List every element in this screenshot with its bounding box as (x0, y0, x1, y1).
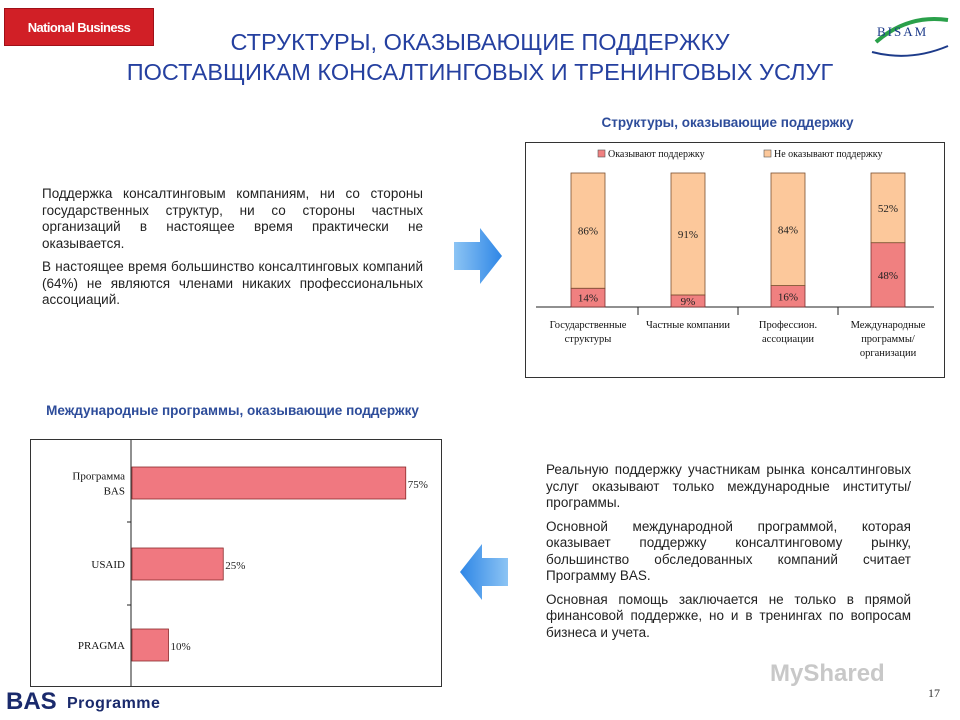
hcategory-label-1-0: USAID (91, 559, 125, 571)
page-title-line1: СТРУКТУРЫ, ОКАЗЫВАЮЩИЕ ПОДДЕРЖКУ (230, 29, 730, 55)
legend-swatch-support (598, 150, 605, 157)
national-business-logo: National Business (4, 8, 154, 46)
right-paragraph-2: Основной международной программой, которая оказывает поддержку консалтинговому рынку, большинство обследованных компаний считает Программу BAS. (546, 518, 911, 583)
category-label-2-0: Профессион. (758, 320, 818, 331)
label-support-2: 16% (777, 291, 799, 304)
category-label-3-2: организации (859, 348, 917, 359)
page-number: 17 (928, 686, 940, 700)
left-text-block (42, 186, 423, 316)
right-paragraph-3: Основная помощь заключается не только в прямой финансовой поддержке, но и в тренингах по вопросам бизнеса и учета. (546, 591, 911, 640)
left-paragraph-2: В настоящее время большинство консалтинговых компаний (64%) не являются членами никаких профессиональных ассоциаций. (42, 259, 423, 307)
hcategory-label-2-0: PRAGMA (77, 640, 125, 652)
category-label-2-1: ассоциации (762, 334, 814, 345)
chart2-panel (30, 439, 442, 687)
label-no-support-2: 84% (777, 224, 799, 237)
hbar-1 (132, 548, 223, 580)
page-title (40, 27, 920, 87)
hbar-label-0: 75% (407, 479, 428, 491)
chart1-panel (525, 142, 945, 378)
hbar-label-1: 25% (225, 560, 246, 572)
page-title-line2: ПОСТАВЩИКАМ КОНСАЛТИНГОВЫХ И ТРЕНИНГОВЫХ УСЛУГ (126, 59, 834, 85)
left-paragraph-1: Поддержка консалтинговым компаниям, ни со стороны государственных структур, ни со стороны частных организаций в настоящее время практически не оказывается. (42, 186, 423, 251)
hbar-0 (132, 467, 406, 499)
arrow-left-icon (458, 542, 510, 602)
chart2-svg (31, 440, 441, 686)
label-no-support-0: 86% (577, 225, 599, 238)
bas-logo: BAS (6, 688, 57, 715)
legend-label-no-support: Не оказывают поддержку (774, 149, 883, 160)
category-label-3-0: Международные (850, 320, 926, 331)
arrow-right-icon (452, 226, 504, 286)
label-support-3: 48% (877, 269, 899, 282)
category-label-0-1: структуры (564, 334, 612, 345)
hcategory-label-0-0: Программа (72, 470, 125, 483)
chart1-svg (526, 143, 944, 377)
watermark: MyShared (770, 660, 885, 687)
right-text-block (546, 462, 911, 648)
legend-label-support: Оказывают поддержку (608, 149, 705, 160)
chart2-title: Международные программы, оказывающие поддержку (46, 403, 419, 418)
category-label-1-0: Частные компании (645, 320, 731, 331)
label-no-support-3: 52% (877, 202, 899, 215)
bisam-logo-text: BISAM (877, 24, 929, 39)
bas-programme-text: Programme (67, 695, 161, 712)
category-label-0-0: Государственные (549, 320, 627, 331)
hcategory-label-0-1: BAS (103, 485, 125, 498)
hbar-label-2: 10% (170, 641, 191, 653)
legend-swatch-no-support (764, 150, 771, 157)
label-support-1: 9% (680, 295, 696, 308)
right-paragraph-1: Реальную поддержку участникам рынка консалтинговых услуг оказывают только международные институты/программы. (546, 462, 911, 510)
label-no-support-1: 91% (677, 228, 699, 241)
category-label-3-1: программы/ (861, 334, 915, 345)
chart1-title: Структуры, оказывающие поддержку (601, 115, 854, 130)
label-support-0: 14% (577, 292, 599, 305)
hbar-2 (132, 629, 169, 661)
